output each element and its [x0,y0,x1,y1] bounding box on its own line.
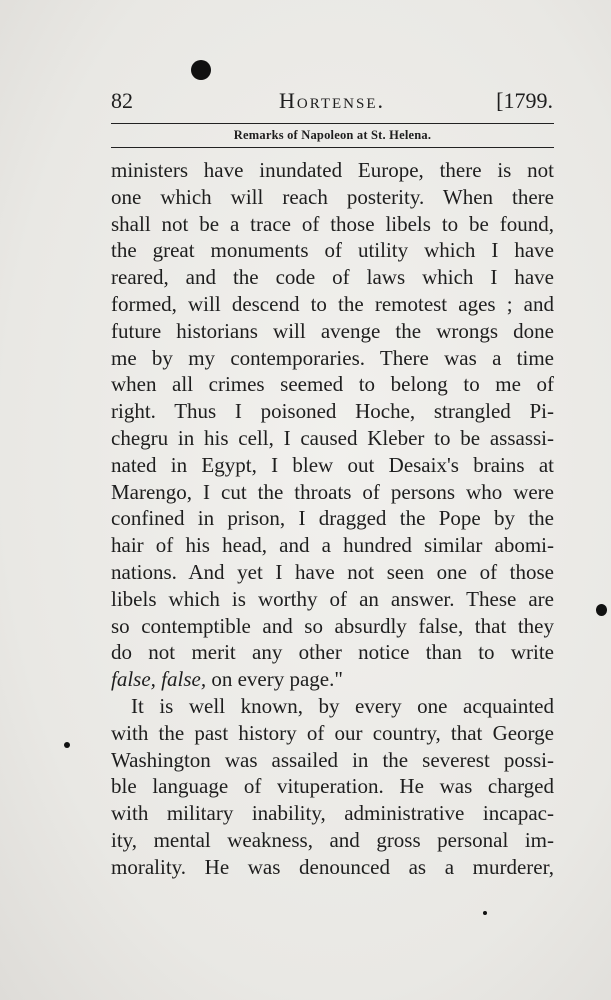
text-line: libels which is worthy of an answer. These are [111,586,554,611]
text-line: future historians will avenge the wrongs done [111,318,554,343]
body-text [111,157,554,881]
line-rest: on every page." [206,667,343,692]
text-line: me by my contemporaries. There was a time [111,345,554,370]
text-line: morality. He was denounced as a murderer, [111,854,554,879]
section-subheading: Remarks of Napoleon at St. Helena. [233,128,432,142]
header-year: [1799. [496,88,553,113]
ink-blot [64,742,70,748]
text-line: the great monuments of utility which I have [111,238,554,263]
text-line: formed, will descend to the remotest ages ; and [111,291,554,316]
text-line: chegru in his cell, I caused Kleber to be assassi- [111,425,554,450]
text-line: ble language of vituperation. He was charged [111,774,554,799]
header-rule [111,123,554,124]
text-line: shall not be a trace of those libels to be found, [111,211,554,236]
text-line: right. Thus I poisoned Hoche, strangled Pi- [111,399,554,424]
text-line: reared, and the code of laws which I have [111,265,554,290]
italic-phrase: false, false, [111,667,207,692]
text-line: with the past history of our country, that George [111,720,554,745]
text-line: Washington was assailed in the severest possi- [111,747,554,772]
text-line: do not merit any other notice than to write [111,640,554,665]
text-line [111,666,554,693]
running-header [111,88,553,118]
page-number: 82 [111,88,133,113]
text-line: ity, mental weakness, and gross personal im- [111,827,554,852]
subheading-rule [111,147,554,148]
text-line: nated in Egypt, I blew out Desaix's brains at [111,452,554,477]
text-line: so contemptible and so absurdly false, that they [111,613,554,638]
ink-blot [483,911,487,915]
ink-blot [596,604,607,616]
text-line: nations. And yet I have not seen one of those [111,559,554,584]
text-line: when all crimes seemed to belong to me of [111,372,554,397]
ink-blot [191,60,211,80]
text-line: It is well known, by every one acquainted [131,693,554,718]
running-title: Hortense. [279,88,385,113]
text-line: one which will reach posterity. When there [111,184,554,209]
text-line: Marengo, I cut the throats of persons who were [111,479,554,504]
text-line: confined in prison, I dragged the Pope by the [111,506,554,531]
text-line: hair of his head, and a hundred similar abomi- [111,533,554,558]
text-line: with military inability, administrative incapac- [111,801,554,826]
text-line: ministers have inundated Europe, there is not [111,158,554,182]
